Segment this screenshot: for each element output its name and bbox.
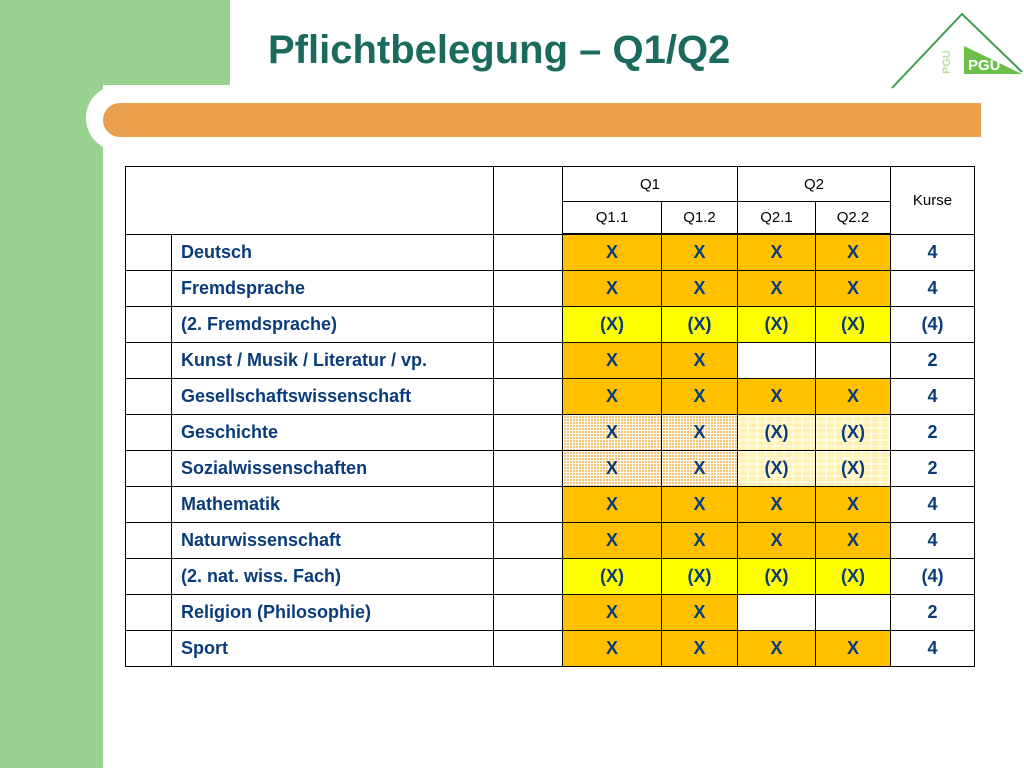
mark-cell: X xyxy=(662,343,738,379)
mark-cell: X xyxy=(738,631,816,667)
kurse-cell: 4 xyxy=(891,379,975,415)
table-row xyxy=(126,234,975,271)
orange-header-band xyxy=(103,103,981,137)
mark-cell: X xyxy=(738,234,816,271)
header-q1-2: Q1.2 xyxy=(662,202,738,235)
subject-cell: Deutsch xyxy=(172,234,494,271)
mark-cell: (X) xyxy=(816,559,891,595)
mark-cell: X xyxy=(662,487,738,523)
subject-cell: (2. Fremdsprache) xyxy=(172,307,494,343)
mark-cell: X xyxy=(816,487,891,523)
mark-cell: X xyxy=(738,523,816,559)
row-empty-cell xyxy=(494,451,563,487)
row-empty-cell xyxy=(494,415,563,451)
subject-cell: Sozialwissenschaften xyxy=(172,451,494,487)
kurse-cell: (4) xyxy=(891,307,975,343)
row-empty-cell xyxy=(494,523,563,559)
mark-cell: (X) xyxy=(816,415,891,451)
table-row xyxy=(126,559,975,595)
kurse-cell: 4 xyxy=(891,271,975,307)
kurse-cell: 2 xyxy=(891,343,975,379)
table-row xyxy=(126,487,975,523)
row-empty-cell xyxy=(126,234,172,271)
mark-cell xyxy=(816,343,891,379)
subject-cell: Sport xyxy=(172,631,494,667)
pgu-logo xyxy=(890,8,1024,90)
header-empty-cell xyxy=(494,167,563,235)
row-empty-cell xyxy=(126,523,172,559)
mark-cell: X xyxy=(662,451,738,487)
mark-cell: X xyxy=(816,234,891,271)
mark-cell: X xyxy=(816,523,891,559)
row-empty-cell xyxy=(126,379,172,415)
mark-cell: X xyxy=(563,451,662,487)
mark-cell: X xyxy=(563,523,662,559)
table-row xyxy=(126,415,975,451)
mark-cell: X xyxy=(662,523,738,559)
row-empty-cell xyxy=(126,595,172,631)
logo-side-text: PGU xyxy=(941,50,953,74)
header-kurse: Kurse xyxy=(891,167,975,235)
mark-cell: X xyxy=(738,379,816,415)
mark-cell: X xyxy=(662,415,738,451)
course-table xyxy=(125,166,975,667)
row-empty-cell xyxy=(126,271,172,307)
subject-cell: Gesellschaftswissenschaft xyxy=(172,379,494,415)
subject-cell: Naturwissenschaft xyxy=(172,523,494,559)
row-empty-cell xyxy=(126,559,172,595)
mark-cell: X xyxy=(563,271,662,307)
kurse-cell: 2 xyxy=(891,595,975,631)
header-q2-1: Q2.1 xyxy=(738,202,816,235)
mark-cell: X xyxy=(563,631,662,667)
mark-cell: X xyxy=(563,343,662,379)
kurse-cell: 4 xyxy=(891,523,975,559)
header-q2-2: Q2.2 xyxy=(816,202,891,235)
row-empty-cell xyxy=(126,631,172,667)
kurse-cell: 4 xyxy=(891,487,975,523)
mark-cell: (X) xyxy=(738,559,816,595)
mark-cell: X xyxy=(563,234,662,271)
green-header-block xyxy=(0,0,230,85)
mark-cell: X xyxy=(662,234,738,271)
mark-cell: X xyxy=(563,379,662,415)
mark-cell: X xyxy=(563,487,662,523)
row-empty-cell xyxy=(126,451,172,487)
row-empty-cell xyxy=(494,307,563,343)
mark-cell: X xyxy=(662,595,738,631)
row-empty-cell xyxy=(126,487,172,523)
row-empty-cell xyxy=(494,379,563,415)
logo-text: PGU xyxy=(968,57,1001,74)
table-row xyxy=(126,343,975,379)
table-row xyxy=(126,307,975,343)
header-q2: Q2 xyxy=(738,167,891,202)
kurse-cell: (4) xyxy=(891,559,975,595)
table-row xyxy=(126,379,975,415)
mark-cell xyxy=(738,343,816,379)
row-empty-cell xyxy=(494,559,563,595)
mark-cell: X xyxy=(738,271,816,307)
subject-cell: Religion (Philosophie) xyxy=(172,595,494,631)
kurse-cell: 2 xyxy=(891,451,975,487)
subject-cell: Mathematik xyxy=(172,487,494,523)
row-empty-cell xyxy=(494,595,563,631)
mark-cell: (X) xyxy=(738,415,816,451)
header-q1: Q1 xyxy=(563,167,738,202)
subject-cell: (2. nat. wiss. Fach) xyxy=(172,559,494,595)
row-empty-cell xyxy=(494,487,563,523)
table-row xyxy=(126,271,975,307)
mark-cell: (X) xyxy=(563,307,662,343)
table-row xyxy=(126,595,975,631)
mark-cell: X xyxy=(662,271,738,307)
subject-cell: Geschichte xyxy=(172,415,494,451)
table-row xyxy=(126,631,975,667)
mark-cell: X xyxy=(563,595,662,631)
mark-cell: X xyxy=(816,271,891,307)
mark-cell: (X) xyxy=(738,451,816,487)
mark-cell: (X) xyxy=(816,451,891,487)
row-empty-cell xyxy=(494,234,563,271)
mark-cell: X xyxy=(738,487,816,523)
subject-cell: Fremdsprache xyxy=(172,271,494,307)
row-empty-cell xyxy=(126,415,172,451)
row-empty-cell xyxy=(126,307,172,343)
mark-cell: X xyxy=(662,379,738,415)
kurse-cell: 4 xyxy=(891,234,975,271)
table-row xyxy=(126,523,975,559)
row-empty-cell xyxy=(494,631,563,667)
mark-cell: X xyxy=(816,379,891,415)
mark-cell: (X) xyxy=(738,307,816,343)
mark-cell: (X) xyxy=(816,307,891,343)
header-q1-1: Q1.1 xyxy=(563,202,662,235)
kurse-cell: 4 xyxy=(891,631,975,667)
table-row xyxy=(126,451,975,487)
mark-cell: (X) xyxy=(662,559,738,595)
mark-cell: X xyxy=(816,631,891,667)
row-empty-cell xyxy=(494,271,563,307)
header-empty-cell xyxy=(126,167,494,235)
row-empty-cell xyxy=(494,343,563,379)
mark-cell xyxy=(738,595,816,631)
mark-cell: X xyxy=(662,631,738,667)
mark-cell xyxy=(816,595,891,631)
mark-cell: X xyxy=(563,415,662,451)
row-empty-cell xyxy=(126,343,172,379)
mark-cell: (X) xyxy=(563,559,662,595)
subject-cell: Kunst / Musik / Literatur / vp. xyxy=(172,343,494,379)
mark-cell: (X) xyxy=(662,307,738,343)
slide-title: Pflichtbelegung – Q1/Q2 xyxy=(268,28,731,72)
kurse-cell: 2 xyxy=(891,415,975,451)
